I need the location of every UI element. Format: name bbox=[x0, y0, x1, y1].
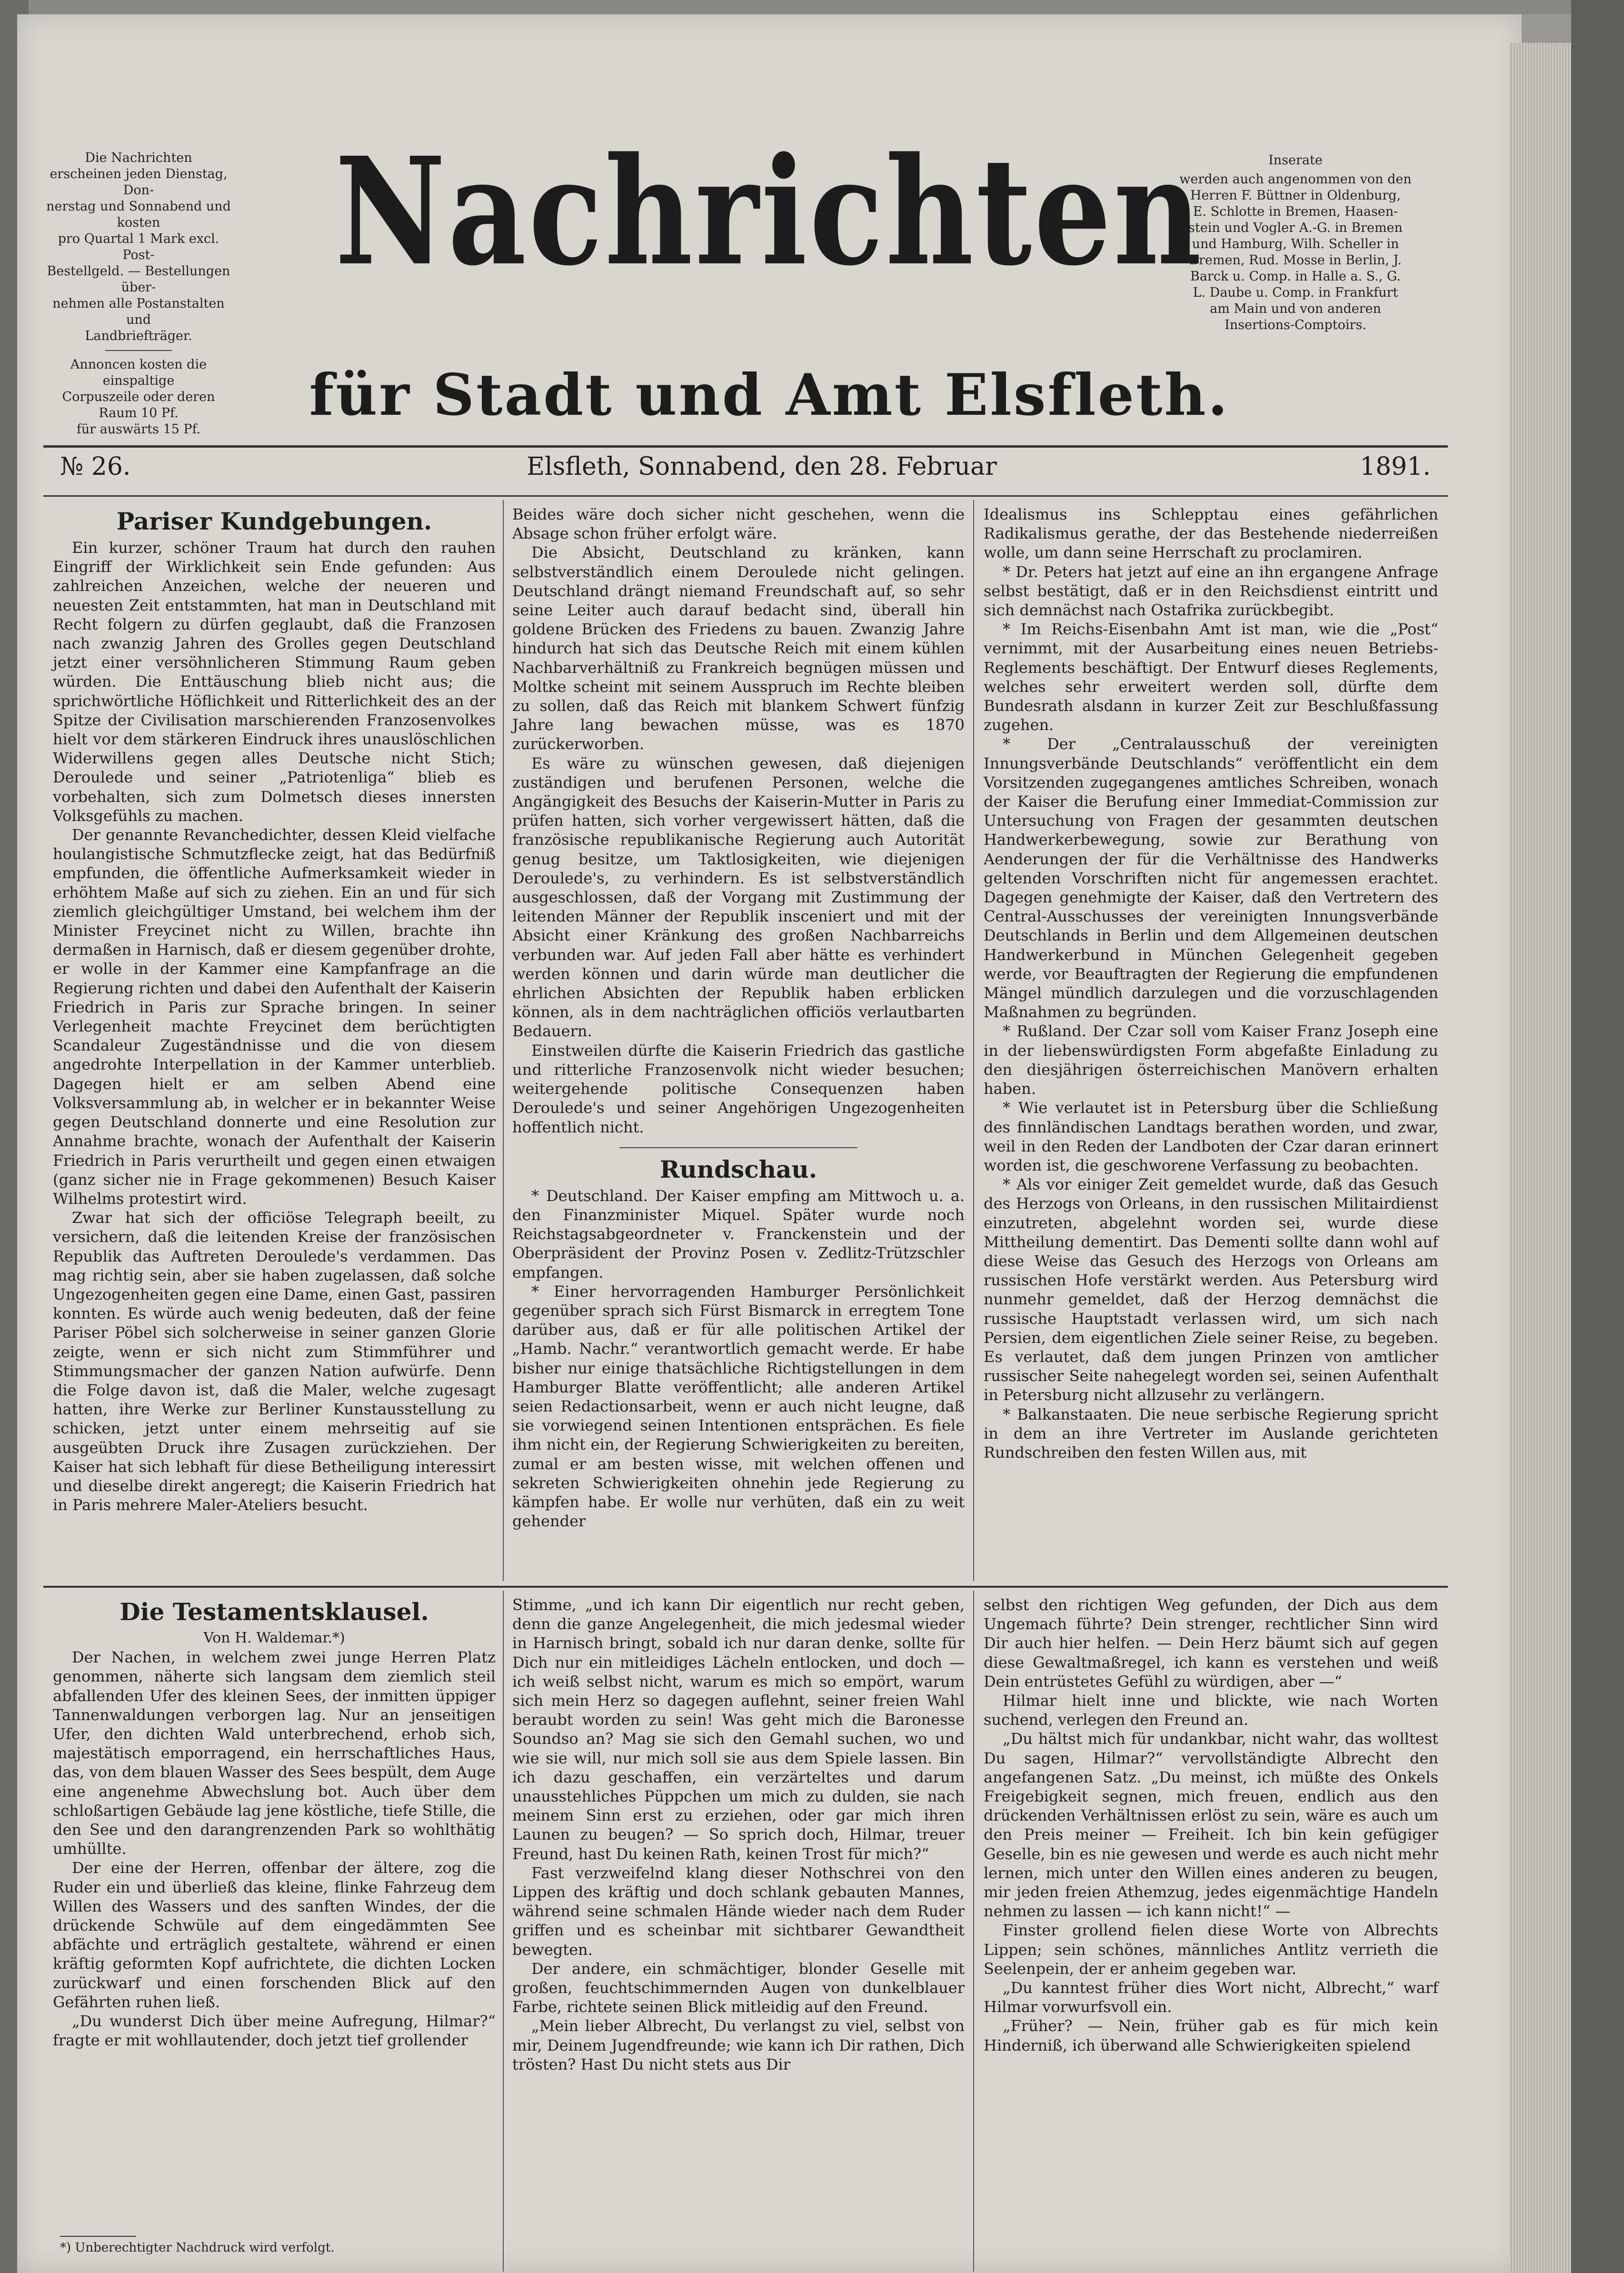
article-paragraph: Beides wäre doch sicher nicht geschehen, wenn die Absage schon früher erfolgt wäre. bbox=[512, 505, 965, 543]
article-paragraph: Einstweilen dürfte die Kaiserin Friedrich das gastliche und ritterliche Franzosenvolk nicht wieder besuchen; weitergehende politische Consequenzen haben Deroulede's und seiner Angehörigen Ungezogenheiten hoffentlich nicht. bbox=[512, 1041, 965, 1136]
news-item: * Wie verlautet ist in Petersburg über die Schließung des finnländischen Landtags berathen worden, und zwar, weil in den Reden der Landboten der Czar daran erinnert worden ist, die geschworene Verfassung zu beobachten. bbox=[984, 1099, 1438, 1174]
page-stack-edges bbox=[1509, 43, 1571, 2273]
story-paragraph: Finster grollend fielen diese Worte von Albrechts Lippen; sein schönes, männliches Antlitz verrieth die Seelenpein, der er anheim gegeben war. bbox=[984, 1921, 1438, 1978]
scan-background-right bbox=[1571, 0, 1624, 2273]
newspaper-sheet bbox=[17, 14, 1522, 2273]
column-1 bbox=[53, 505, 496, 1514]
news-item: * Als vor einiger Zeit gemeldet wurde, daß das Gesuch des Herzogs von Orleans, in den russischen Militairdienst einzutreten, abgelehnt worden sei, wurde diese Mittheilung dementirt. Das Dementi sollte dann wohl auf diese Weise das Gesuch des Herzogs von Orleans am russischen Hofe verstärkt werden. Aus Petersburg wird nunmehr gemeldet, daß der Herzog demnächst die russische Hauptstadt verlassen wird, um sich nach Persien, dem eigentlichen Ziele seiner Reise, zu begeben. Es verlautet, daß dem jungen Prinzen von amtlicher russischer Seite nahegelegt worden sei, seinen Aufenthalt in Petersburg nicht allzusehr zu verlängern. bbox=[984, 1175, 1438, 1404]
info-line: am Main und von anderen bbox=[1210, 301, 1381, 316]
news-item: * Dr. Peters hat jetzt auf eine an ihn ergangene Anfrage selbst bestätigt, daß er in den Reichsdienst eintritt und sich demnächst nach Ostafrika zurückbegibt. bbox=[984, 562, 1438, 620]
info-line: stein und Vogler A.-G. in Bremen bbox=[1188, 220, 1403, 235]
info-line: Herren F. Büttner in Oldenburg, bbox=[1190, 188, 1401, 203]
news-item: * Deutschland. Der Kaiser empfing am Mittwoch u. a. den Finanzminister Miquel. Später wurde noch Reichstagsabgeordneter v. Franckenstein und der Oberpräsident der Provinz Posen v. Zedlitz-Trützschler empfangen. bbox=[512, 1186, 965, 1282]
divider bbox=[105, 350, 172, 351]
column-divider bbox=[503, 1591, 504, 2272]
article-heading-pariser-kundgebungen: Pariser Kundgebungen. bbox=[116, 507, 432, 535]
story-paragraph: „Mein lieber Albrecht, Du verlangst zu viel, selbst von mir, Deinem Jugendfreunde; wie kann ich Dir rathen, Dich trösten? Hast Du nicht stets aus Dir bbox=[512, 2017, 965, 2073]
newspaper-subtitle: für Stadt und Amt Elsfleth. bbox=[309, 361, 1230, 429]
story-paragraph: Der andere, ein schmächtiger, blonder Geselle mit großen, feuchtschimmernden Augen von dunkelblauer Farbe, richtete seinen Blick mitleidig auf den Freund. bbox=[512, 1959, 965, 2016]
news-item: * Im Reichs-Eisenbahn Amt ist man, wie die „Post“ vernimmt, mit der Ausarbeitung eines neuen Betriebs-Reglements beschäftigt. Der Entwurf dieses Reglements, welches sehr erweitert werden soll, dürfte dem Bundesrath alsdann in kurzer Zeit zur Beschlußfassung zugehen. bbox=[984, 620, 1438, 734]
info-line: Die Nachrichten bbox=[85, 150, 192, 165]
issue-date: Elsfleth, Sonnabend, den 28. Februar bbox=[527, 452, 997, 481]
info-line: Bremen, Rud. Mosse in Berlin, J. bbox=[1189, 253, 1402, 268]
issue-year: 1891. bbox=[1360, 452, 1431, 481]
info-line: Barck u. Comp. in Halle a. S., G. bbox=[1190, 269, 1401, 284]
article-paragraph: Zwar hat sich der officiöse Telegraph beeilt, zu versichern, daß die leitenden Kreise der französischen Republik das Auftreten Deroulede's verdammen. Das mag richtig sein, aber sie haben zugelassen, daß solche Ungezogenheiten gegen eine Dame, einen Gast, passiren konnten. Es würde auch wenig bedeuten, daß der feine Pariser Pöbel sich solcherweise in seiner ganzen Glorie zeigte, wenn er sich nicht zum Stimmführer und Stimmungsmacher der ganzen Nation aufwürfe. Denn die Folge davon ist, daß die Maler, welche zugesagt hatten, ihre Werke zur Berliner Kunstausstellung zu schicken, jetzt unter einem mehrseitig auf sie ausgeübten Druck ihre Zusagen zurückziehen. Der Kaiser hat sich lebhaft für diese Betheiligung interessirt und dieselbe direkt angeregt; die Kaiserin Friedrich hat in Paris mehrere Maler-Ateliers besucht. bbox=[53, 1209, 496, 1514]
scan-background-top bbox=[0, 0, 1624, 14]
info-line: Bestellgeld. — Bestellungen über- bbox=[47, 264, 230, 295]
dateline-top-rule bbox=[43, 445, 1448, 448]
story-paragraph: „Du wunderst Dich über meine Aufregung, Hilmar?“ fragte er mit wohllautender, doch jetzt tief grollender bbox=[53, 2012, 496, 2050]
info-line: und Hamburg, Wilh. Scheller in bbox=[1192, 237, 1399, 251]
info-line: für auswärts 15 Pf. bbox=[76, 422, 201, 437]
info-line: erscheinen jeden Dienstag, Don- bbox=[50, 167, 228, 198]
story-title: Die Testamentsklausel. bbox=[120, 1598, 429, 1626]
story-paragraph: „Früher? — Nein, früher gab es für mich kein Hinderniß, ich überwand alle Schwierigkeiten spielend bbox=[984, 2017, 1438, 2054]
story-paragraph: Fast verzweifelnd klang dieser Nothschrei von den Lippen des kräftig und doch schlank gebauten Mannes, während seine schmalen Hände wieder nach dem Ruder griffen und es scheinbar mit sichtbarer Gewandtheit bewegten. bbox=[512, 1863, 965, 1959]
info-line: pro Quartal 1 Mark excl. Post- bbox=[58, 231, 219, 262]
column-divider bbox=[503, 500, 504, 1581]
story-byline: Von H. Waldemar.*) bbox=[203, 1630, 345, 1646]
info-line: nehmen alle Postanstalten und bbox=[52, 296, 225, 327]
news-item: Idealismus ins Schlepptau eines gefährlichen Radikalismus gerathe, der das Bestehende niederreißen wolle, um dann seine Herrschaft zu proclamiren. bbox=[984, 505, 1438, 562]
column-divider bbox=[973, 1591, 974, 2272]
column-divider bbox=[973, 500, 974, 1581]
story-paragraph: Der Nachen, in welchem zwei junge Herren Platz genommen, näherte sich langsam dem ziemlich steil abfallenden Ufer des kleinen Sees, der inmitten üppiger Tannenwaldungen verborgen lag. Nur an jenseitigen Ufer, den dichten Wald unterbrechend, erhob sich, majestätisch emporragend, ein herrschaftliches Haus, das, von dem blauen Wasser des Sees bespült, dem Auge eine angenehme Abwechslung bot. Auch über dem schloßartigen Gebäude lag jene köstliche, tiefe Stille, die den See und den darangrenzenden Park so wohlthätig umhüllte. bbox=[53, 1648, 496, 1858]
dateline-bottom-rule bbox=[43, 495, 1448, 497]
news-item: * Einer hervorragenden Hamburger Persönlichkeit gegenüber sprach sich Fürst Bismarck in erregtem Tone darüber aus, daß er für alle politischen Artikel der „Hamb. Nachr.“ verantwortlich gemacht werde. Er habe bisher nur einige thatsächliche Richtigstellungen in dem Hamburger Blatte veröffentlicht; alle anderen Artikel seien Redactionsarbeit, wenn er auch nicht leugne, daß sie vorwiegend seinen Intentionen entsprächen. Es fiele ihm nicht ein, der Regierung Schwierigkeiten zu bereiten, zumal er am besten wisse, mit welchen offenen und sekreten Schwierigkeiten ohnehin jede Regierung zu kämpfen habe. Er wolle nur verhüten, daß ein zu weit gehender bbox=[512, 1282, 965, 1531]
info-line: Annoncen kosten die einspaltige bbox=[70, 357, 207, 388]
news-item: * Balkanstaaten. Die neue serbische Regierung spricht in dem an ihre Vertreter im Auslande gerichteten Rundschreiben den festen Willen aus, mit bbox=[984, 1405, 1438, 1462]
column-3 bbox=[984, 505, 1438, 1462]
feuilleton-column-2 bbox=[512, 1595, 965, 2074]
info-line: L. Daube u. Comp. in Frankfurt bbox=[1193, 285, 1398, 300]
footnote: *) Unberechtigter Nachdruck wird verfolgt. bbox=[60, 2241, 335, 2255]
story-paragraph: Stimme, „und ich kann Dir eigentlich nur recht geben, denn die ganze Angelegenheit, die mich jedesmal wieder in Harnisch bringt, sobald ich nur daran denke, sollte für Dich nur ein mitleidiges Lächeln entlocken, und doch — ich weiß selbst nicht, warum es mich so empört, warum sich mein Herz so dagegen auflehnt, seiner freien Wahl beraubt worden zu sein! Was geht mich die Baronesse Soundso an? Mag sie sich den Gemahl suchen, wo und wie sie will, nur mich soll sie aus dem Spiele lassen. Bin ich dazu geschaffen, ein verzärteltes und darum unausstehliches Püppchen um mich zu dulden, sie nach meinem Sinn erst zu erziehen, oder gar mich ihren Launen zu beugen? — So sprich doch, Hilmar, treuer Freund, hast Du keinen Rath, keinen Trost für mich?“ bbox=[512, 1596, 965, 1863]
footnote-rule bbox=[60, 2236, 136, 2237]
section-heading-rundschau: Rundschau. bbox=[659, 1155, 817, 1183]
feuilleton-column-1 bbox=[53, 1595, 496, 2050]
feuilleton-column-3 bbox=[984, 1595, 1438, 2055]
feuilleton-separator-rule bbox=[43, 1586, 1448, 1588]
issue-number: № 26. bbox=[60, 452, 131, 481]
article-paragraph: Die Absicht, Deutschland zu kränken, kann selbstverständlich einem Deroulede nicht gelingen. Deutschland drängt niemand Freundschaft auf, so sehr seine Leiter auch darauf bedacht sind, überall hin goldene Brücken des Friedens zu bauen. Zwanzig Jahre hindurch hat sich das Deutsche Reich mit einem kühlen Nachbarverhältniß zu Frankreich begnügen müssen und Moltke scheint mit seinem Ausspruch im Rechte bleiben zu sollen, daß das Reich mit blankem Schwert fünfzig Jahre lang bewachen müsse, was es 1870 zurückerworben. bbox=[512, 543, 965, 753]
advertising-agents-heading: Inserate bbox=[1268, 153, 1323, 168]
article-paragraph: Es wäre zu wünschen gewesen, daß diejenigen zuständigen und berufenen Personen, welche die Angängigkeit des Besuchs der Kaiserin-Mutter in Paris zu prüfen hatten, sich vorher vergewissert hätten, daß die französische republikanische Regierung auch Autorität genug besitze, um Taktlosigkeiten, wie diejenigen Deroulede's, zu verhindern. Es ist selbstverständlich ausgeschlossen, daß der Vorgang mit Zustimmung der leitenden Männer der Republik insceniert und mit der Absicht einer Kränkung des großen Nachbarreichs verbunden war. Auf jeden Fall aber hätte es verhindert werden können und darin würde man deutlicher die ehrlichen Absichten der Republik haben erblicken können, als in dem nachträglichen officiös verlautbarten Bedauern. bbox=[512, 754, 965, 1041]
news-item: * Rußland. Der Czar soll vom Kaiser Franz Joseph eine in der liebenswürdigsten Form abgefaßte Einladung zu den diesjährigen österreichischen Manövern erhalten haben. bbox=[984, 1022, 1438, 1098]
newspaper-title: Nachrichten bbox=[335, 125, 1204, 299]
news-item: * Der „Centralausschuß der vereinigten Innungsverbände Deutschlands“ veröffentlicht ein dem Vorsitzenden zugegangenes amtliches Schreiben, wonach der Kaiser die Berufung einer Immediat-Commission zur Untersuchung von Fragen der gesammten deutschen Handwerkerbewegung, sowie zur Berathung von Aenderungen der für die Verhältnisse des Handwerks geltenden Vorschriften nicht für angemessen erachtet. Dagegen genehmigte der Kaiser, daß den Vertretern des Central-Ausschusses der vereinigten Innungsverbände Deutschlands in Berlin und dem Allgemeinen deutschen Handwerkerbund in München Gelegenheit gegeben werde, vor Beauftragten der Regierung die empfundenen Mängel mündlich darzulegen und die vorzuschlagenden Maßnahmen zu begründen. bbox=[984, 735, 1438, 1021]
story-paragraph: selbst den richtigen Weg gefunden, der Dich aus dem Ungemach führte? Dein strenger, rechtlicher Sinn wird Dir auch hier helfen. — Dein Herz bäumt sich auf gegen diese Gewaltmaßregel, ich kann es verstehen und weiß Dein entrüstetes Gefühl zu würdigen, aber —“ bbox=[984, 1596, 1438, 1691]
info-line: E. Schlotte in Bremen, Haasen- bbox=[1193, 204, 1398, 219]
article-paragraph: Der genannte Revanchedichter, dessen Kleid vielfache houlangistische Schmutzflecke zeigt, hat das Bedürfniß empfunden, die öffentliche Aufmerksamkeit wieder in erhöhtem Maße auf sich zu ziehen. Ein an und für sich ziemlich gleichgültiger Umstand, bei welchem ihm der Minister Freycinet nicht zu Willen, brachte ihn dermaßen in Harnisch, daß er diesem gegenüber drohte, er wolle in der Kammer eine Kampfanfrage an die Regierung richten und dabei den Aufenthalt der Kaiserin Friedrich in Paris zur Sprache bringen. In seiner Verlegenheit machte Freycinet dem berüchtigten Scandaleur Zugeständnisse und die von diesem angedrohte Interpellation in der Kammer unterblieb. Dagegen hielt er am selben Abend eine Volksversammlung ab, in welcher er in bekannter Weise gegen Deutschland donnerte und eine Resolution zur Annahme brachte, wonach der Aufenthalt der Kaiserin Friedrich in Paris verurtheilt und gegen einen etwaigen (ganz sicher nie in Frage gekommenen) Besuch Kaiser Wilhelms protestirt wird. bbox=[53, 826, 496, 1208]
story-paragraph: Der eine der Herren, offenbar der ältere, zog die Ruder ein und überließ das kleine, flinke Fahrzeug dem Willen des Wassers und des sanften Windes, der die drückende Schwüle auf dem eingedämmten See abfächte und erträglich gestaltete, während er einen kräftig geformten Kopf aufrichtete, die dichten Locken zurückwarf und einen forschenden Blick auf den Gefährten ruhen ließ. bbox=[53, 1859, 496, 2011]
info-line: Landbriefträger. bbox=[85, 329, 192, 343]
info-line: Corpuszeile oder deren Raum 10 Pf. bbox=[62, 390, 215, 421]
story-paragraph: Hilmar hielt inne und blickte, wie nach Worten suchend, verlegen den Freund an. bbox=[984, 1692, 1438, 1729]
info-line: nerstag und Sonnabend und kosten bbox=[46, 199, 231, 230]
info-line: Insertions-Comptoirs. bbox=[1225, 318, 1366, 332]
divider bbox=[619, 1147, 857, 1148]
story-paragraph: „Du kanntest früher dies Wort nicht, Albrecht,“ warf Hilmar vorwurfsvoll ein. bbox=[984, 1979, 1438, 2016]
column-2 bbox=[512, 505, 965, 1531]
story-paragraph: „Du hältst mich für undankbar, nicht wahr, das wolltest Du sagen, Hilmar?“ vervollständigte Albrecht den angefangenen Satz. „Du meinst, ich müßte des Onkels Freigebigkeit segnen, mich freuen, endlich aus den drückenden Verhältnissen erlöst zu sein, wäre es auch um den Preis meiner — Freiheit. Ich bin kein gefügiger Geselle, bin es nie gewesen und werde es auch nicht mehr lernen, mich unter den Willen eines anderen zu beugen, mir jeden freien Athemzug, jedes eigenmächtige Handeln nehmen zu lassen — ich kann nicht!“ — bbox=[984, 1730, 1438, 1921]
info-line: werden auch angenommen von den bbox=[1179, 172, 1412, 187]
article-paragraph: Ein kurzer, schöner Traum hat durch den rauhen Eingriff der Wirklichkeit sein Ende gefunden: Aus zahlreichen Anzeichen, welche der neueren und neuesten Zeit entstammten, hat man in Deutschland mit Recht folgern zu dürfen geglaubt, daß die Franzosen nach zwanzig Jahren des Grolles gegen Deutschland jetzt einer versöhnlicheren Stimmung Raum geben würden. Die Enttäuschung blieb nicht aus; die sprichwörtliche Höflichkeit und Ritterlichkeit des an der Spitze der Civilisation marschierenden Franzosenvolkes hielt vor dem stärkeren Eindruck ihres unauslöschlichen Widerwillens gegen alles Deutsche nicht Stich; Deroulede und seiner „Patriotenliga“ blieb es vorbehalten, sich zum Dolmetsch dieses innersten Volksgefühls zu machen. bbox=[53, 539, 496, 825]
